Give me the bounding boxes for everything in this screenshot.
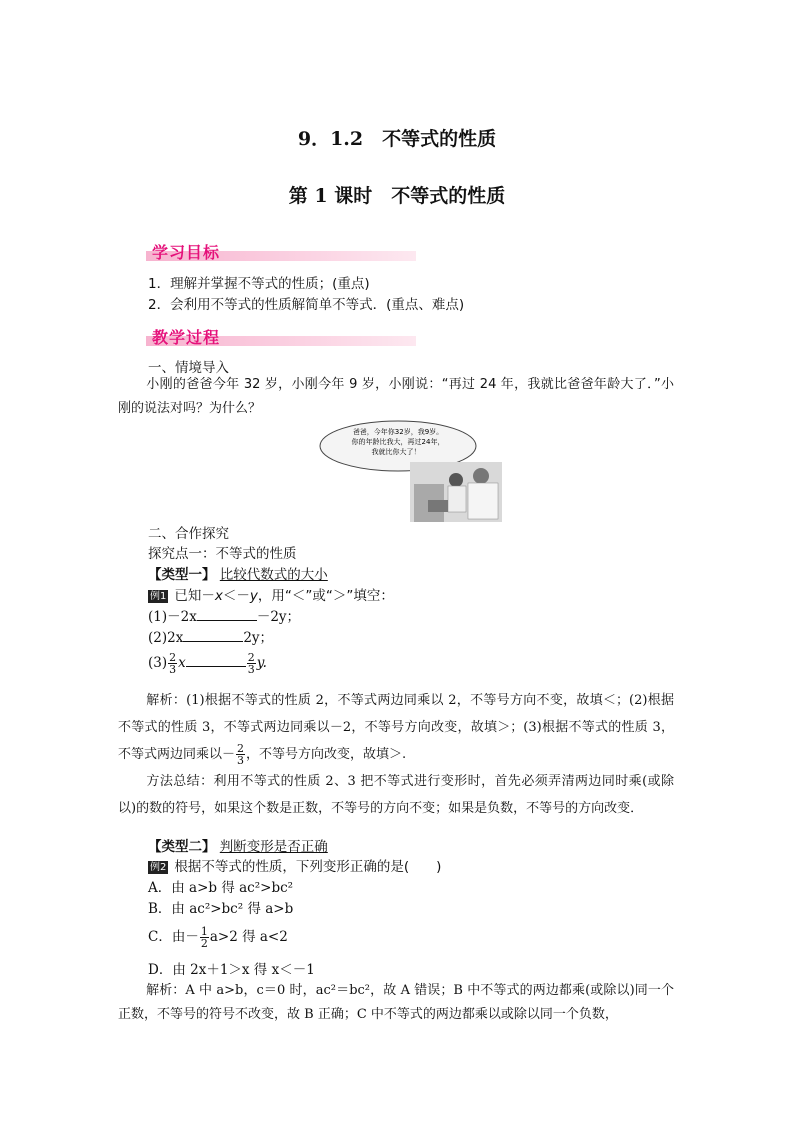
example-icon: 例1 (150, 590, 167, 602)
option-a[interactable]: A．由 a>b 得 ac²>bc² (148, 880, 294, 896)
solution2: 解析：A 中 a>b，c＝0 时，ac²＝bc²，故 A 错误；B 中不等式的两边都乘(或除以)同一个正数，不等号的符号不改变，故 B 正确；C 中不等式的两边都乘以或除以同一个负数， (118, 983, 674, 1022)
fraction: $\frac{2}{3}$ (237, 742, 245, 767)
type1-title: 比较代数式的大小 (219, 567, 328, 583)
bubble-line: 你的年龄比我大，再过24年， (351, 438, 445, 446)
answer-blank[interactable] (183, 629, 243, 642)
type2-title: 判断变形是否正确 (219, 839, 328, 855)
goal-item: 1．理解并掌握不等式的性质；(重点) (148, 276, 370, 292)
section-label: 学习目标 (152, 243, 221, 262)
type2-line (148, 837, 328, 857)
fraction: $\frac{1}{2}$ (200, 925, 208, 950)
type2-tag: 【类型二】 (148, 839, 216, 855)
type1-line (148, 565, 328, 585)
answer-blank[interactable] (186, 654, 246, 667)
page-title: 9．1.2 不等式的性质 (297, 128, 497, 150)
goal-item: 2．会利用不等式的性质解简单不等式．(重点、难点) (148, 297, 465, 313)
solution1: 解析：(1)根据不等式的性质 2，不等式两边同乘以 2，不等号方向不变，故填＜；(2)根据不等式的性质 3，不等式两边同乘以－2，不等号方向改变，故填＞；(3)根据不等式的性质 3，不等式两边同乘以－ $\frac{2}{3}$ ，不等号方向改变，故填＞. (118, 693, 674, 767)
option-b[interactable]: B．由 ac²>bc² 得 a>b (148, 901, 294, 917)
example1-prompt: 例1 已知－x＜－y，用“＜”或“＞”填空： (150, 588, 394, 604)
fraction: $\frac{2}{3}$ (247, 651, 255, 676)
part2-heading: 二、合作探究 (148, 526, 229, 542)
example1-item-2: (2)2x 2y； (148, 630, 274, 646)
option-c[interactable]: C．由－ $\frac{1}{2}$ a>2 得 a<2 (148, 925, 288, 950)
part1-text: 小刚的爸爸今年 32 岁，小刚今年 9 岁，小刚说：“再过 24 年，我就比爸爸年龄大了．”小刚的说法对吗？为什么？ (118, 377, 674, 416)
example-icon: 例2 (150, 861, 167, 873)
example1-item-1: (1)－2x －2y； (148, 609, 301, 625)
part1-heading: 一、情境导入 (148, 360, 229, 376)
example1-item-3: (3) $\frac{2}{3}$ x $\frac{2}{3}$ y. (148, 651, 267, 676)
section-label: 教学过程 (152, 328, 221, 347)
type1-tag: 【类型一】 (148, 567, 216, 583)
answer-blank[interactable] (197, 608, 257, 621)
explore-point: 探究点一：不等式的性质 (148, 546, 297, 562)
example2-prompt: 例2 根据不等式的性质，下列变形正确的是( ) (150, 859, 442, 875)
bubble-line: 我就比你大了！ (371, 448, 421, 456)
lesson-subtitle: 第 1 课时 不等式的性质 (288, 185, 506, 207)
father-son-illustration (318, 420, 508, 524)
bubble-line: 爸爸，今年你32岁，我9岁。 (352, 428, 444, 436)
fraction: $\frac{2}{3}$ (169, 651, 177, 676)
method-summary: 方法总结：利用不等式的性质 2、3 把不等式进行变形时，首先必须弄清两边同时乘(或除以)的数的符号，如果这个数是正数，不等号的方向不变；如果是负数，不等号的方向改变． (118, 774, 674, 816)
option-d[interactable]: D．由 2x＋1＞x 得 x＜－1 (148, 962, 315, 978)
